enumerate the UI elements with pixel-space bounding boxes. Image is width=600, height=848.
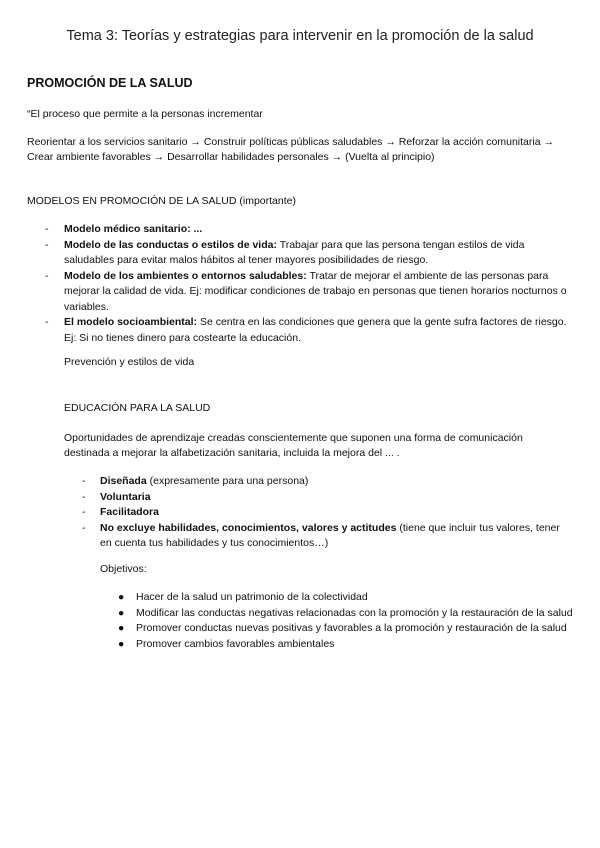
list-item bbox=[100, 590, 575, 606]
educacion-heading: EDUCACIÓN PARA LA SALUD bbox=[64, 402, 211, 414]
list-item bbox=[64, 474, 564, 490]
edu-term: No excluye habilidades, conocimientos, valores y actitudes bbox=[100, 521, 397, 534]
bullet-icon: ● bbox=[118, 622, 125, 634]
list-item bbox=[100, 621, 575, 637]
promocion-flow: Reorientar a los servicios sanitario → Construir políticas públicas saludables → Reforzar la acción comunitaria → Crear ambiente favorables → Desarrollar habilidades personales → (Vuelta al principio) bbox=[27, 136, 554, 163]
bullet-icon: ● bbox=[118, 591, 125, 603]
promocion-quote: “El proceso que permite a la personas incrementar bbox=[27, 108, 263, 120]
prevention-text: Prevención y estilos de vida bbox=[64, 356, 195, 368]
edu-term: Voluntaria bbox=[100, 490, 151, 503]
list-item bbox=[27, 315, 572, 346]
bullet-icon: ● bbox=[118, 637, 125, 650]
list-item bbox=[64, 521, 564, 552]
list-item bbox=[27, 269, 572, 316]
promocion-heading: PROMOCIÓN DE LA SALUD bbox=[27, 76, 193, 90]
list-item bbox=[64, 505, 564, 521]
list-item bbox=[27, 238, 572, 269]
educacion-description: Oportunidades de aprendizaje creadas conscientemente que suponen una forma de comunicación destinada a mejorar la alfabetización sanitaria, incluida la mejora del ... . bbox=[64, 432, 523, 459]
model-term: Modelo de los ambientes o entornos saludables: bbox=[64, 269, 307, 282]
dash-bullet: - bbox=[82, 506, 86, 518]
model-term: El modelo socioambiental: bbox=[64, 316, 198, 328]
model-desc: Se centra en las condiciones que genera que la gente sufra factores de riesgo. Ej: Si no tienes dinero para costearte la educación. bbox=[64, 316, 567, 344]
list-item bbox=[27, 222, 572, 238]
dash-bullet: - bbox=[45, 223, 49, 235]
model-desc: Trabajar para que las persona tengan estilos de vida saludables para evitar malos hábitos al tener mayores posibilidades de riesgo. bbox=[64, 238, 525, 266]
dash-bullet: - bbox=[82, 475, 86, 487]
model-term: Modelo de las conductas o estilos de vida: bbox=[64, 238, 277, 251]
dash-bullet: - bbox=[45, 269, 49, 282]
list-item bbox=[100, 637, 575, 653]
objective-text: Promover cambios favorables ambientales bbox=[136, 637, 335, 650]
modelos-list bbox=[27, 222, 572, 346]
dash-bullet: - bbox=[45, 238, 49, 251]
model-term: Modelo médico sanitario: ... bbox=[64, 223, 203, 235]
list-item bbox=[64, 490, 564, 506]
bullet-icon: ● bbox=[118, 606, 125, 619]
model-desc: Tratar de mejorar el ambiente de las personas para mejorar la calidad de vida. Ej: modificar condiciones de trabajo en personas que tienen horarios nocturnos o variables. bbox=[64, 269, 567, 313]
list-item bbox=[100, 606, 575, 622]
page-title: Tema 3: Teorías y estrategias para intervenir en la promoción de la salud bbox=[66, 28, 534, 44]
objective-text: Promover conductas nuevas positivas y favorables a la promoción y restauración de la salud bbox=[136, 622, 567, 634]
edu-desc: (expresamente para una persona) bbox=[146, 475, 309, 487]
modelos-heading: MODELOS EN PROMOCIÓN DE LA SALUD (importante) bbox=[27, 195, 296, 207]
educacion-list bbox=[64, 474, 564, 552]
edu-term: Diseñada bbox=[100, 475, 147, 487]
dash-bullet: - bbox=[82, 521, 86, 534]
objectives-list bbox=[100, 590, 575, 652]
objectives-label: Objetivos: bbox=[100, 563, 147, 575]
objective-text: Modificar las conductas negativas relacionadas con la promoción y la restauración de la salud bbox=[136, 606, 573, 619]
objective-text: Hacer de la salud un patrimonio de la colectividad bbox=[136, 591, 368, 603]
dash-bullet: - bbox=[45, 316, 49, 328]
edu-term: Facilitadora bbox=[100, 506, 159, 518]
edu-desc: (tiene que incluir tus valores, tener en cuenta tus habilidades y tus conocimientos…) bbox=[100, 521, 560, 549]
dash-bullet: - bbox=[82, 490, 86, 503]
